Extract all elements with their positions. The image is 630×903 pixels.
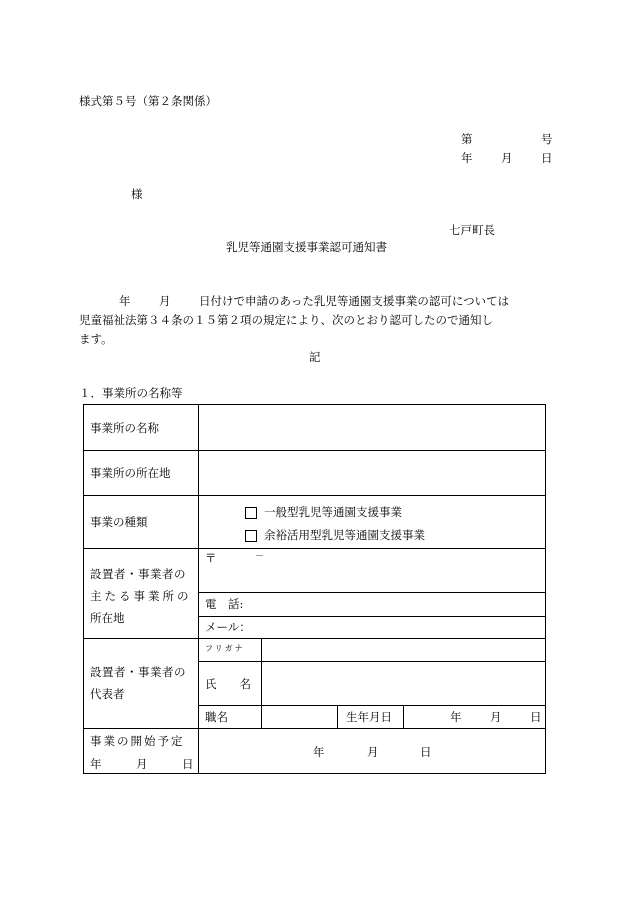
facility-address-label: 事業所の所在地 [90,466,171,480]
position-divider [337,705,338,728]
birth-year: 年 [450,710,462,724]
phone-label: 電 話: [205,597,244,611]
postal-address-field[interactable] [199,549,545,592]
start-label-line2: 年 月 日 [90,757,194,771]
representative-label-line2: 代表者 [90,687,125,701]
furigana-field[interactable] [262,639,545,661]
start-label-line1: 事業の開始予定 [90,734,185,748]
operator-office-label-line2: 主たる事業所の [90,589,192,603]
checkbox-general[interactable] [245,507,257,519]
start-month: 月 [367,745,379,759]
operator-office-label-line3: 所在地 [90,611,125,625]
section1-heading: １．事業所の名称等 [79,386,183,400]
position-label: 職名 [205,710,228,724]
birth-day: 日 [530,710,542,724]
representative-label-line1: 設置者・事業者の [90,665,186,679]
facility-name-label: 事業所の名称 [90,421,159,435]
addressee-suffix: 様 [131,187,143,201]
table-border-left [83,404,84,774]
position-field[interactable] [262,706,337,728]
business-type-label: 事業の種類 [90,515,148,529]
body-month: 月 [159,294,171,308]
date-day: 日 [541,151,553,165]
name-label: 氏 名 [205,677,251,691]
body-line1: 日付けで申請のあった乳児等通園支援事業の認可については [199,294,510,308]
body-line2: 児童福祉法第３４条の１５第２項の規定により、次のとおり認可したので通知し [79,313,493,327]
document-title: 乳児等通園支援事業認可通知書 [226,240,387,254]
issuer: 七戸町長 [449,223,495,237]
table-border-bottom [83,773,546,774]
ki-heading: 記 [309,350,321,364]
date-month: 月 [501,151,513,165]
operator-office-label-line1: 設置者・事業者の [90,567,186,581]
birth-month: 月 [490,710,502,724]
doc-number-go: 号 [541,132,553,146]
postal-dash: － [255,552,265,562]
facility-name-field[interactable] [199,405,545,450]
date-year: 年 [461,151,473,165]
name-field[interactable] [262,662,545,705]
table-border-right [545,404,546,774]
form-number: 様式第５号（第２条関係） [79,94,217,108]
body-line3: ます。 [79,332,113,346]
row-sep [83,728,546,729]
start-day: 日 [420,745,432,759]
sub-sep [198,705,546,706]
start-year: 年 [313,745,325,759]
phone-field[interactable] [260,593,545,616]
body-year: 年 [119,294,131,308]
email-label: メール： [205,620,251,634]
furigana-label: フリガナ [205,644,245,653]
checkbox-surplus[interactable] [245,530,257,542]
postal-mark: 〒 [205,551,217,565]
checkbox-general-label: 一般型乳児等通園支援事業 [264,505,402,519]
doc-number-dai: 第 [461,132,473,146]
email-field[interactable] [260,617,545,638]
checkbox-surplus-label: 余裕活用型乳児等通園支援事業 [264,528,425,542]
row-sep [83,495,546,496]
birthdate-label: 生年月日 [346,710,392,724]
facility-address-field[interactable] [199,451,545,495]
birthdate-divider [403,705,404,728]
